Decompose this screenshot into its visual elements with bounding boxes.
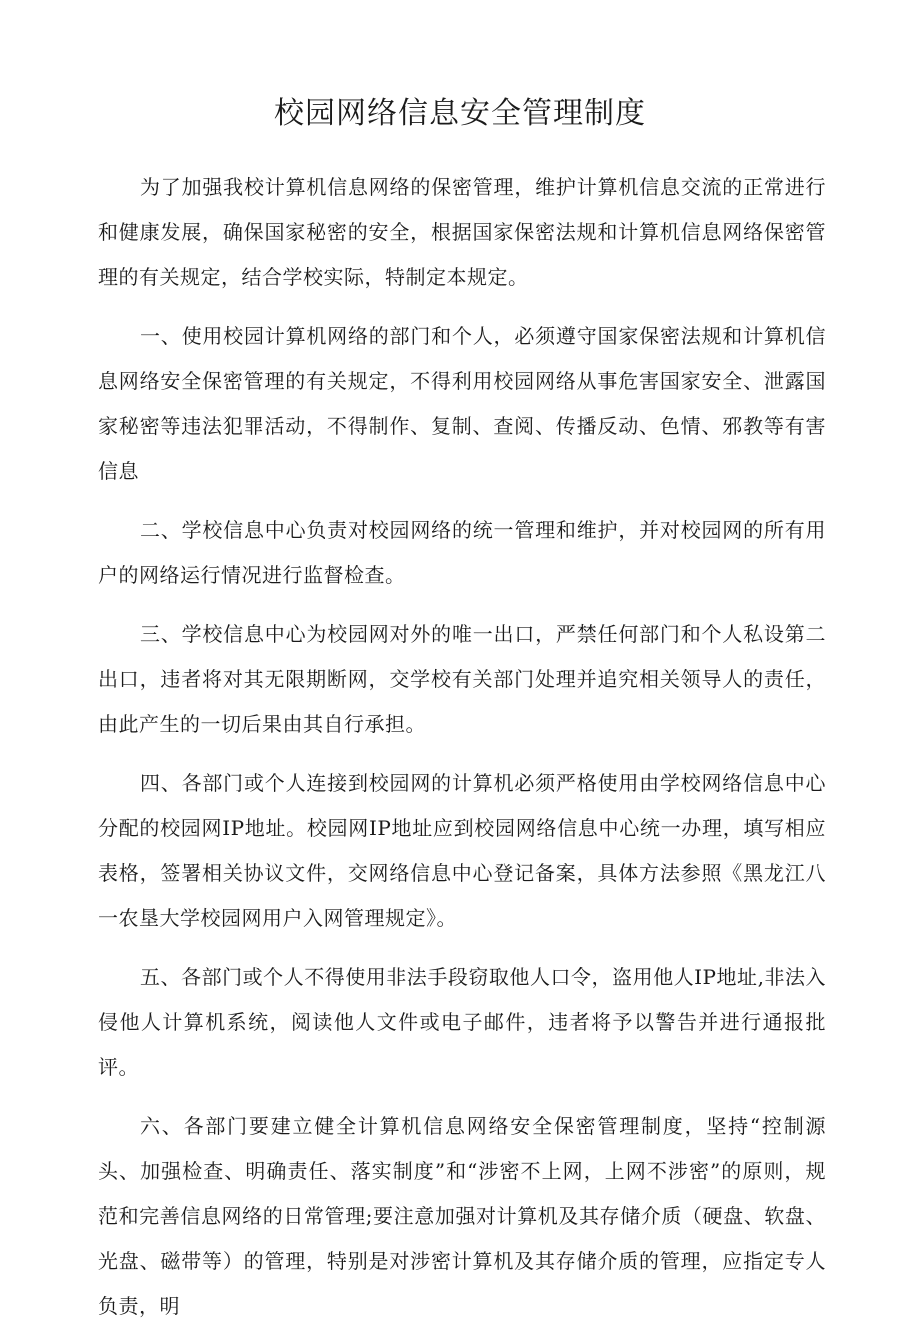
document-title: 校园网络信息安全管理制度 [274, 96, 646, 131]
paragraph-article-5: 五、各部门或个人不得使用非法手段窃取他人口令，盗用他人IP地址,非法入侵他人计算机系统，阅读他人文件或电子邮件，违者将予以警告并进行通报批评。 [98, 965, 826, 1079]
paragraph-article-3: 三、学校信息中心为校园网对外的唯一出口，严禁任何部门和个人私设第二出口，违者将对其无限期断网，交学校有关部门处理并追究相关领导人的责任，由此产生的一切后果由其自行承担。 [98, 622, 826, 736]
paragraph-article-6: 六、各部门要建立健全计算机信息网络安全保密管理制度，坚持“控制源头、加强检查、明确责任、落实制度”和“涉密不上网，上网不涉密”的原则，规范和完善信息网络的日常管理;要注意加强对计算机及其存储介质（硬盘、软盘、光盘、磁带等）的管理，特别是对涉密计算机及其存储介质的管理，应指定专人负责，明 [98, 1114, 826, 1318]
paragraph-article-4: 四、各部门或个人连接到校园网的计算机必须严格使用由学校网络信息中心分配的校园网IP地址。校园网IP地址应到校园网络信息中心统一办理，填写相应表格，签署相关协议文件，交网络信息中心登记备案，具体方法参照《黑龙江八一农垦大学校园网用户入网管理规定》。 [98, 771, 826, 930]
paragraph-preamble: 为了加强我校计算机信息网络的保密管理，维护计算机信息交流的正常进行和健康发展，确保国家秘密的安全，根据国家保密法规和计算机信息网络保密管理的有关规定，结合学校实际，特制定本规定。 [98, 175, 826, 289]
paragraph-article-1: 一、使用校园计算机网络的部门和个人，必须遵守国家保密法规和计算机信息网络安全保密管理的有关规定，不得利用校园网络从事危害国家安全、泄露国家秘密等违法犯罪活动，不得制作、复制、查阅、传播反动、色情、邪教等有害信息 [98, 324, 826, 483]
document-body [98, 165, 826, 1343]
paragraph-article-2: 二、学校信息中心负责对校园网络的统一管理和维护，并对校园网的所有用户的网络运行情况进行监督检查。 [98, 518, 826, 587]
